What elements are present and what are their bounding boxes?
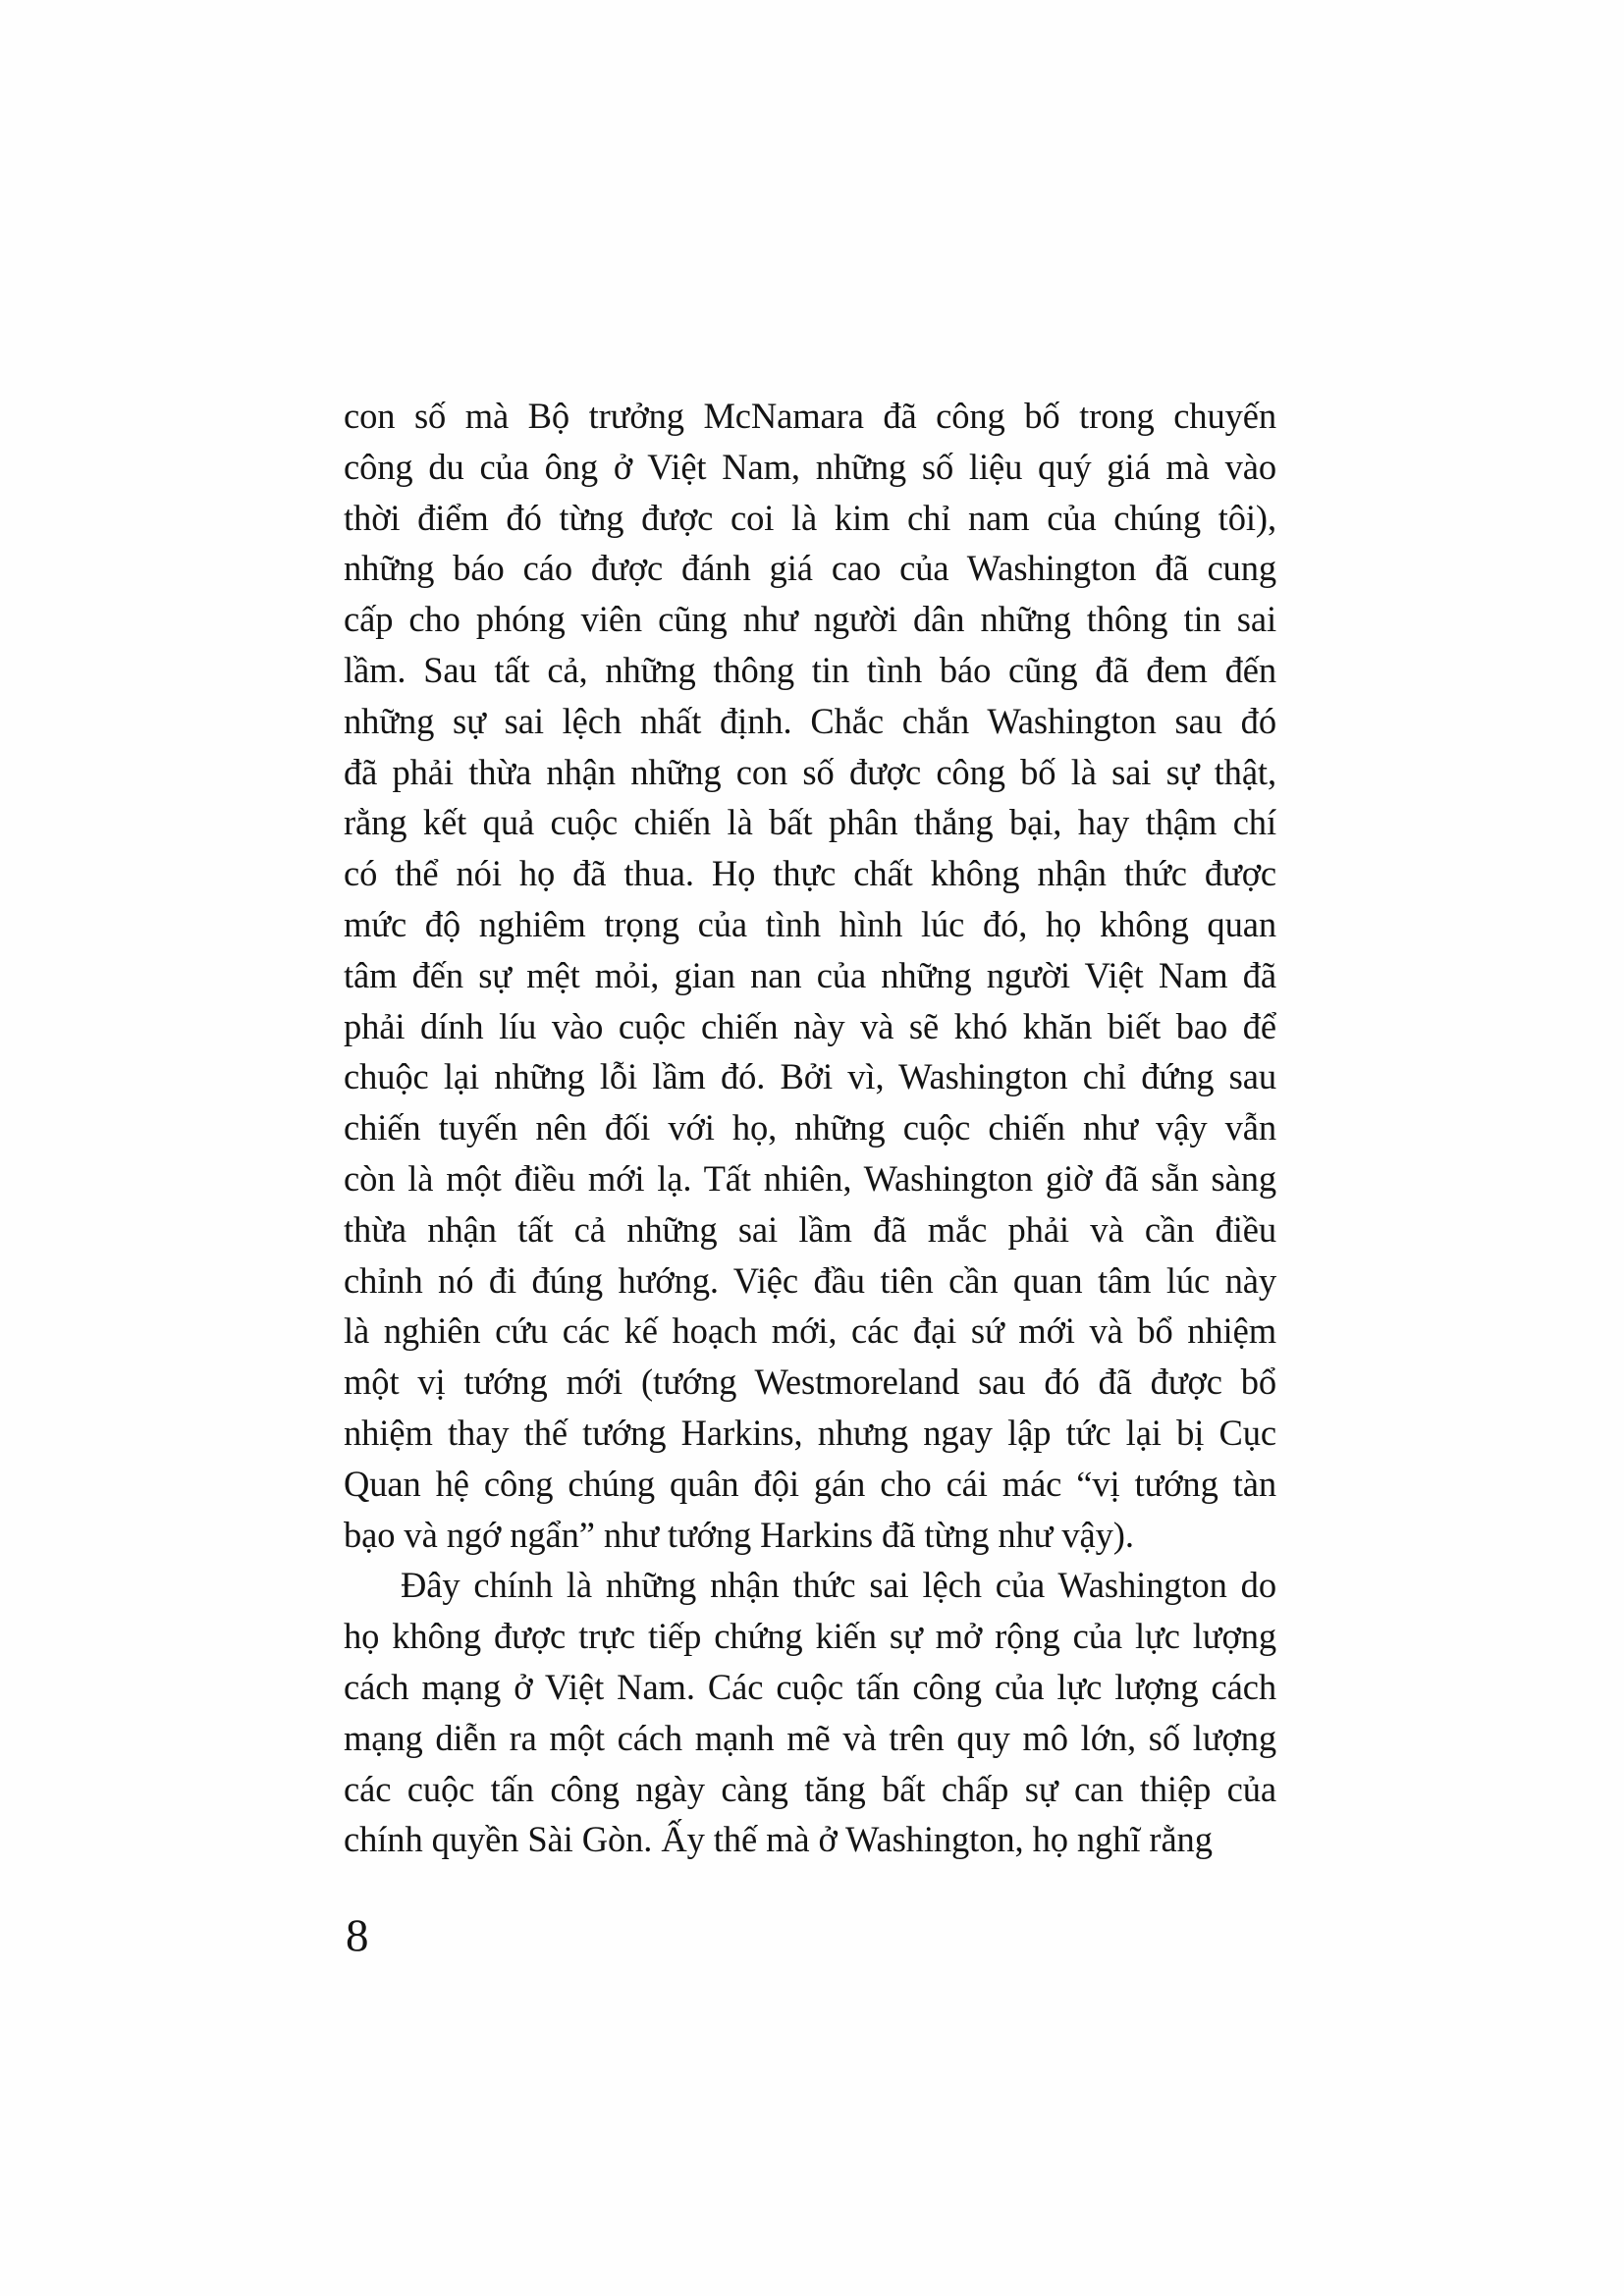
text-line: mạng diễn ra một cách mạnh mẽ và trên quy mô lớn, số lượng	[344, 1717, 1276, 1758]
text-line: lầm. Sau tất cả, những thông tin tình báo cũng đã đem đến	[344, 649, 1276, 690]
page-number: 8	[346, 1910, 369, 1961]
text-line: thời điểm đó từng được coi là kim chỉ nam của chúng tôi),	[344, 497, 1276, 538]
text-line: công du của ông ở Việt Nam, những số liệu quý giá mà vào	[344, 446, 1276, 487]
text-line: chính quyền Sài Gòn. Ấy thế mà ở Washington, họ nghĩ rằng	[344, 1819, 1213, 1860]
text-line: những sự sai lệch nhất định. Chắc chắn Washington sau đó	[344, 700, 1276, 741]
text-line: Đây chính là những nhận thức sai lệch của Washington do	[401, 1565, 1276, 1606]
text-line: cấp cho phóng viên cũng như người dân những thông tin sai	[344, 599, 1276, 640]
text-line: mức độ nghiêm trọng của tình hình lúc đó, họ không quan	[344, 903, 1276, 944]
text-line: những báo cáo được đánh giá cao của Washington đã cung	[344, 548, 1276, 589]
text-line: tâm đến sự mệt mỏi, gian nan của những người Việt Nam đã	[344, 954, 1276, 995]
text-line: thừa nhận tất cả những sai lầm đã mắc phải và cần điều	[344, 1208, 1276, 1250]
text-line: chỉnh nó đi đúng hướng. Việc đầu tiên cần quan tâm lúc này	[344, 1259, 1276, 1301]
text-line: một vị tướng mới (tướng Westmoreland sau đó đã được bổ	[344, 1362, 1276, 1403]
text-line: đã phải thừa nhận những con số được công bố là sai sự thật,	[344, 751, 1276, 792]
text-line: còn là một điều mới lạ. Tất nhiên, Washington giờ đã sẵn sàng	[344, 1157, 1276, 1199]
page-body-text	[344, 391, 1276, 1865]
text-line: Quan hệ công chúng quân đội gán cho cái mác “vị tướng tàn	[344, 1463, 1276, 1504]
text-line: cách mạng ở Việt Nam. Các cuộc tấn công của lực lượng cách	[344, 1666, 1276, 1707]
text-line: là nghiên cứu các kế hoạch mới, các đại sứ mới và bổ nhiệm	[344, 1310, 1276, 1352]
text-line: phải dính líu vào cuộc chiến này và sẽ khó khăn biết bao để	[344, 1005, 1276, 1046]
text-line: chuộc lại những lỗi lầm đó. Bởi vì, Washington chỉ đứng sau	[344, 1056, 1276, 1097]
text-line: chiến tuyến nên đối với họ, những cuộc chiến như vậy vẫn	[344, 1107, 1276, 1148]
text-line: họ không được trực tiếp chứng kiến sự mở rộng của lực lượng	[344, 1616, 1276, 1657]
text-line: các cuộc tấn công ngày càng tăng bất chấp sự can thiệp của	[344, 1768, 1276, 1809]
text-line: rằng kết quả cuộc chiến là bất phân thắng bại, hay thậm chí	[344, 802, 1276, 843]
text-line: có thể nói họ đã thua. Họ thực chất không nhận thức được	[344, 853, 1276, 894]
text-line: con số mà Bộ trưởng McNamara đã công bố trong chuyến	[344, 396, 1276, 436]
text-line: bạo và ngớ ngẩn” như tướng Harkins đã từng như vậy).	[344, 1514, 1134, 1555]
text-line: nhiệm thay thế tướng Harkins, nhưng ngay lập tức lại bị Cục	[344, 1412, 1276, 1453]
